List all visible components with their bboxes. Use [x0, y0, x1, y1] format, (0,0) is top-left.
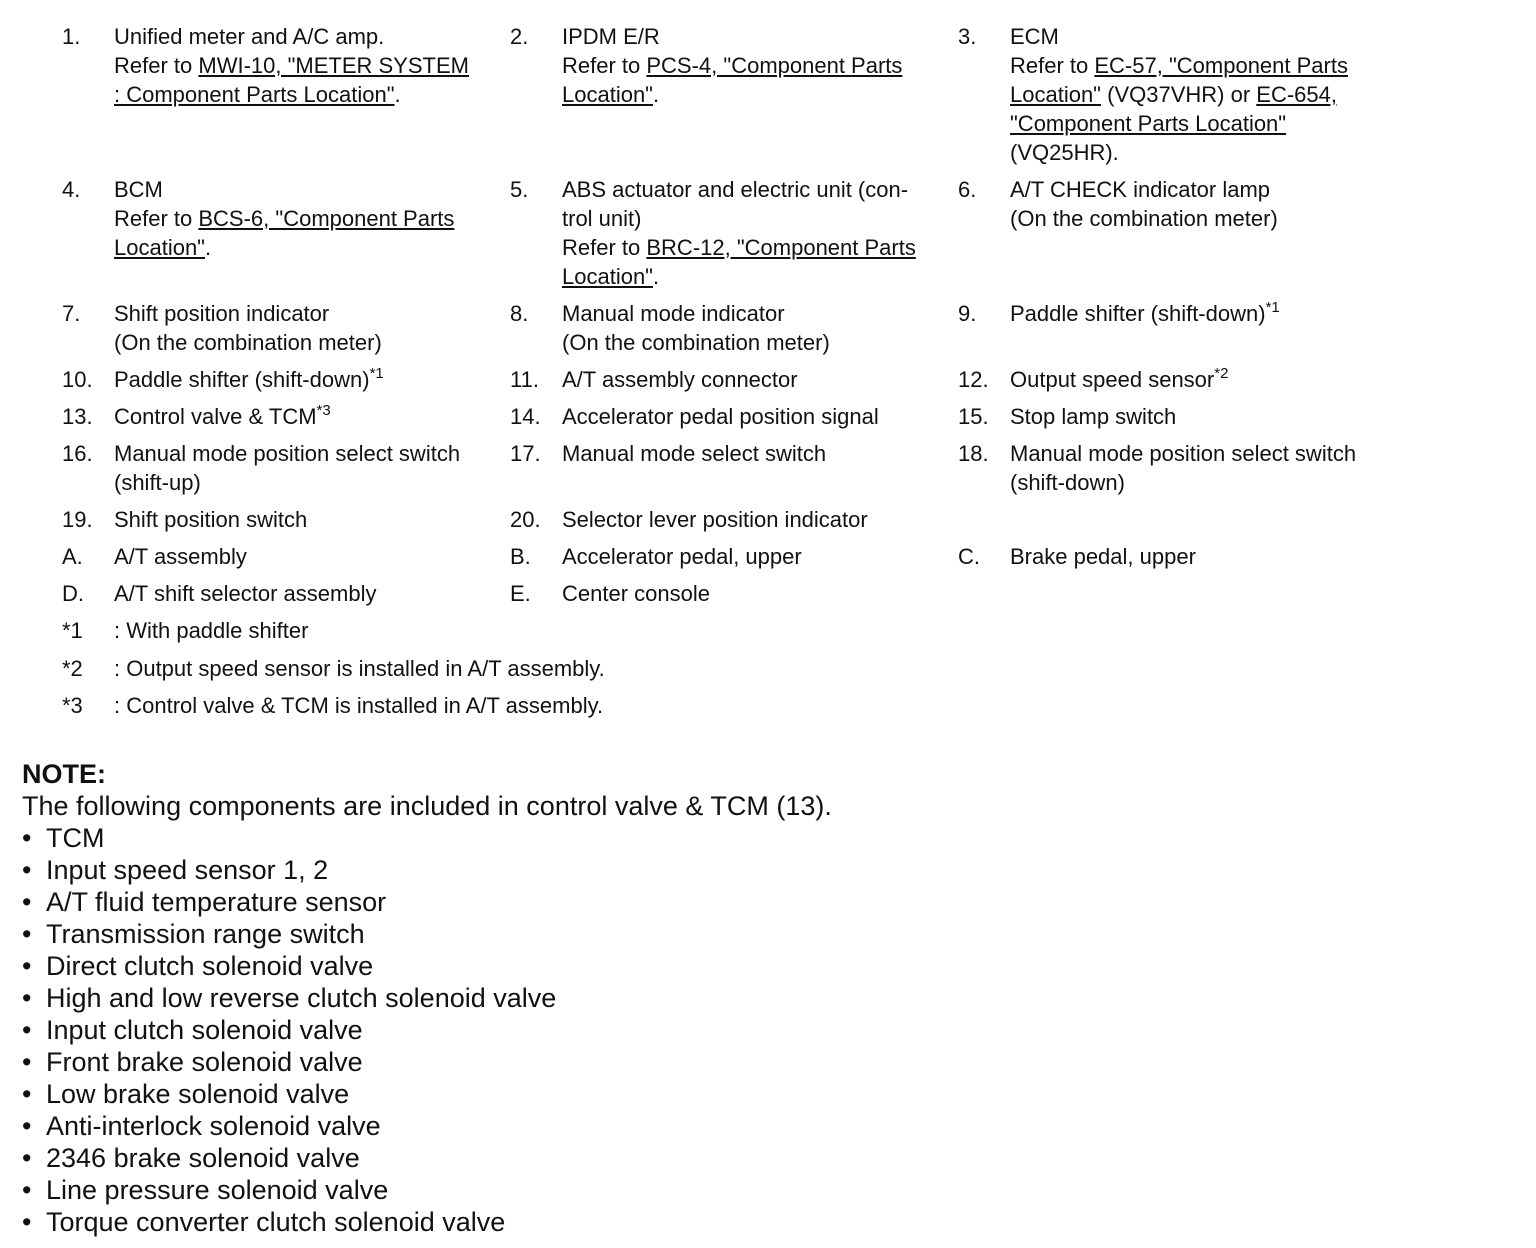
list-item	[22, 1206, 832, 1238]
list-item	[22, 1110, 832, 1142]
legend-item-name-with-footnote	[1010, 299, 1482, 328]
legend-item-name: Manual mode position select switch	[1010, 441, 1357, 466]
bullet-icon: •	[22, 823, 32, 853]
list-item-text: Input speed sensor 1, 2	[46, 855, 329, 885]
legend-item-number: 20.	[510, 507, 541, 532]
legend-item-letter: D.	[62, 581, 84, 606]
footnote-row	[62, 654, 1482, 692]
legend-item-name-with-footnote	[114, 365, 510, 394]
list-item	[22, 886, 832, 918]
list-item-text: TCM	[46, 823, 105, 853]
legend-item	[1010, 299, 1482, 365]
bullet-icon: •	[22, 855, 32, 885]
legend-item-number: 15.	[958, 404, 989, 429]
bullet-icon: •	[22, 951, 32, 981]
ref-suffix: .	[653, 264, 660, 289]
footnote-text: : With paddle shifter	[114, 618, 309, 643]
legend-item	[114, 505, 510, 542]
legend-empty-cell	[958, 505, 1010, 542]
ref-link-mwi-10[interactable]: MWI-10, "METER SYSTEM	[198, 53, 469, 78]
ref-prefix: Refer to	[562, 53, 647, 78]
ref-link-pcs-4[interactable]: PCS-4, "Component Parts	[646, 53, 903, 78]
legend-item-number: 13.	[62, 404, 93, 429]
legend-row	[62, 22, 1482, 175]
legend-item-sub: (shift-up)	[114, 470, 201, 495]
legend-item-number: 9.	[958, 301, 977, 326]
ref-prefix: Refer to	[562, 235, 647, 260]
footnote-mark: *3	[62, 693, 83, 718]
footnote-mark: *2	[62, 655, 83, 681]
legend-item-name: Manual mode select switch	[562, 441, 827, 466]
ref-link-ec-654-cont[interactable]: "Component Parts Location"	[1010, 111, 1287, 136]
legend-item	[114, 439, 510, 505]
list-item-text: Line pressure solenoid valve	[46, 1175, 389, 1205]
legend-row	[62, 579, 1482, 616]
bullet-icon: •	[22, 1207, 32, 1237]
legend-item-sub: (On the combination meter)	[562, 330, 830, 355]
legend-item	[1010, 175, 1482, 299]
legend-item-name: Shift position indicator	[114, 301, 330, 326]
legend-item-number: 3.	[958, 24, 977, 49]
legend-item	[114, 299, 510, 365]
legend-item-number: 17.	[510, 441, 541, 466]
footnote-marker: *2	[1214, 365, 1229, 382]
legend-item-name: A/T shift selector assembly	[114, 581, 377, 606]
legend-item-name: Selector lever position indicator	[562, 507, 868, 532]
legend-item	[562, 439, 958, 505]
legend-item-number: 6.	[958, 177, 977, 202]
list-item-text: Low brake solenoid valve	[46, 1079, 350, 1109]
legend-item	[562, 402, 958, 439]
legend-row	[62, 175, 1482, 299]
bullet-icon: •	[22, 1143, 32, 1173]
legend-item	[114, 579, 510, 616]
list-item-text: 2346 brake solenoid valve	[46, 1143, 360, 1173]
list-item	[22, 1174, 832, 1206]
legend-empty-cell	[1010, 579, 1482, 616]
list-item	[22, 1014, 832, 1046]
bullet-icon: •	[22, 1111, 32, 1141]
legend-item-sub: (On the combination meter)	[114, 330, 382, 355]
legend-item-name: Paddle shifter (shift-down)	[114, 367, 370, 392]
legend-row	[62, 365, 1482, 402]
list-item-text: Torque converter clutch solenoid valve	[46, 1207, 506, 1237]
list-item-text: Transmission range switch	[46, 919, 365, 949]
legend-item-number: 11.	[510, 367, 539, 392]
legend-empty-cell	[958, 579, 1010, 616]
ref-link-brc-12-cont[interactable]: Location"	[562, 264, 653, 289]
legend-item-sub: (On the combination meter)	[1010, 206, 1278, 231]
list-item-text: A/T fluid temperature sensor	[46, 887, 387, 917]
legend-item-number: 1.	[62, 24, 81, 49]
legend-item-number: 19.	[62, 507, 93, 532]
legend-item-name: Manual mode position select switch	[114, 441, 461, 466]
legend-item-name: Brake pedal, upper	[1010, 544, 1196, 569]
legend-item-name: BCM	[114, 177, 163, 202]
legend-item	[114, 542, 510, 579]
ref-suffix: .	[205, 235, 212, 260]
legend-item-name: Paddle shifter (shift-down)	[1010, 301, 1266, 326]
legend-row	[62, 505, 1482, 542]
legend-item	[562, 579, 958, 616]
list-item-text: Direct clutch solenoid valve	[46, 951, 374, 981]
bullet-icon: •	[22, 1047, 32, 1077]
footnote-marker: *1	[1265, 299, 1280, 316]
component-legend-table	[62, 22, 1482, 729]
legend-item-number: 16.	[62, 441, 93, 466]
legend-item	[562, 365, 958, 402]
ref-prefix: Refer to	[114, 53, 199, 78]
list-item-text: Anti-interlock solenoid valve	[46, 1111, 381, 1141]
legend-empty-cell	[1010, 505, 1482, 542]
ref-suffix: .	[653, 82, 660, 107]
legend-item-name: Output speed sensor	[1010, 367, 1215, 392]
ref-prefix: Refer to	[1010, 53, 1095, 78]
legend-item-name: Accelerator pedal, upper	[562, 544, 802, 569]
legend-item-name: IPDM E/R	[562, 24, 660, 49]
note-intro: The following components are included in control valve & TCM (13).	[22, 791, 832, 821]
list-item-text: Input clutch solenoid valve	[46, 1015, 363, 1045]
bullet-icon: •	[22, 983, 32, 1013]
ref-suffix: .	[394, 82, 401, 107]
legend-item-name-cont: trol unit)	[562, 206, 642, 231]
legend-item-name: Center console	[562, 581, 710, 606]
legend-item-number: 2.	[510, 24, 529, 49]
legend-item-name: A/T assembly	[114, 544, 247, 569]
legend-item-number: 14.	[510, 404, 541, 429]
legend-item-name: Stop lamp switch	[1010, 404, 1177, 429]
legend-item-reference	[562, 51, 958, 109]
legend-item	[562, 505, 958, 542]
legend-item-number: 10.	[62, 367, 93, 392]
list-item	[22, 854, 832, 886]
legend-item-number: 4.	[62, 177, 81, 202]
legend-item	[114, 402, 510, 439]
bullet-icon: •	[22, 887, 32, 917]
legend-item-number: 7.	[62, 301, 81, 326]
legend-item-reference	[562, 233, 958, 291]
legend-item-number: 18.	[958, 441, 989, 466]
legend-item-number: 8.	[510, 301, 529, 326]
ref-engine-qualifier: (VQ37VHR) or	[1101, 82, 1257, 107]
footnote-marker: *1	[369, 365, 384, 382]
legend-row	[62, 402, 1482, 439]
ref-link-bcs-6-cont[interactable]: Location"	[114, 235, 205, 260]
legend-item-name: A/T assembly connector	[562, 367, 798, 392]
ref-engine-qualifier: (VQ25HR).	[1010, 140, 1119, 165]
bullet-icon: •	[22, 1175, 32, 1205]
legend-item-letter: C.	[958, 544, 980, 569]
legend-item-sub: (shift-down)	[1010, 470, 1125, 495]
footnote-mark: *1	[62, 618, 83, 643]
legend-item	[1010, 402, 1482, 439]
list-item	[22, 822, 832, 854]
legend-item	[1010, 542, 1482, 579]
legend-item-reference	[114, 204, 510, 262]
legend-item-letter: E.	[510, 581, 531, 606]
legend-item-number: 12.	[958, 367, 989, 392]
legend-item-name: Manual mode indicator	[562, 301, 785, 326]
list-item-text: Front brake solenoid valve	[46, 1047, 363, 1077]
list-item	[22, 918, 832, 950]
legend-row	[62, 299, 1482, 365]
list-item	[22, 982, 832, 1014]
legend-item	[1010, 365, 1482, 402]
legend-item-letter: A.	[62, 544, 83, 569]
ref-link-ec-654[interactable]: EC-654,	[1256, 82, 1337, 107]
legend-item	[562, 175, 958, 299]
note-component-list	[22, 822, 832, 1238]
legend-item	[562, 22, 958, 175]
list-item	[22, 1142, 832, 1174]
legend-item-name: Control valve & TCM	[114, 404, 317, 429]
ref-link-bcs-6[interactable]: BCS-6, "Component Parts	[198, 206, 455, 231]
legend-item	[1010, 22, 1482, 175]
footnote-row	[62, 691, 1482, 729]
ref-link-mwi-10-cont[interactable]: : Component Parts Location"	[114, 82, 395, 107]
legend-item-name: Shift position switch	[114, 507, 308, 532]
bullet-icon: •	[22, 1079, 32, 1109]
legend-row	[62, 439, 1482, 505]
legend-item	[114, 365, 510, 402]
legend-row	[62, 542, 1482, 579]
ref-link-ec-57-cont[interactable]: Location"	[1010, 82, 1101, 107]
ref-link-pcs-4-cont[interactable]: Location"	[562, 82, 653, 107]
list-item-text: High and low reverse clutch solenoid valve	[46, 983, 557, 1013]
footnote-text: : Output speed sensor is installed in A/T assembly.	[114, 655, 605, 681]
legend-item-name: Accelerator pedal position signal	[562, 404, 879, 429]
bullet-icon: •	[22, 919, 32, 949]
legend-item-reference	[114, 51, 510, 109]
footnote-marker: *3	[316, 402, 331, 419]
legend-item-name: Unified meter and A/C amp.	[114, 24, 385, 49]
legend-item-letter: B.	[510, 544, 531, 569]
note-title: NOTE:	[22, 759, 106, 789]
legend-item-name: ABS actuator and electric unit (con-	[562, 177, 909, 202]
ref-link-ec-57[interactable]: EC-57, "Component Parts	[1094, 53, 1348, 78]
bullet-icon: •	[22, 1015, 32, 1045]
legend-item	[562, 299, 958, 365]
legend-item	[114, 175, 510, 299]
list-item	[22, 1046, 832, 1078]
list-item	[22, 1078, 832, 1110]
legend-item	[1010, 439, 1482, 505]
footnote-row	[62, 616, 1482, 654]
note-section	[22, 758, 832, 1238]
legend-item-name-with-footnote	[114, 402, 510, 431]
legend-item-number: 5.	[510, 177, 529, 202]
footnote-text: : Control valve & TCM is installed in A/T assembly.	[114, 693, 604, 718]
list-item	[22, 950, 832, 982]
ref-prefix: Refer to	[114, 206, 199, 231]
legend-item-reference	[1010, 51, 1482, 167]
legend-item	[114, 22, 510, 175]
ref-link-brc-12[interactable]: BRC-12, "Component Parts	[646, 235, 916, 260]
legend-item	[562, 542, 958, 579]
legend-item-name: A/T CHECK indicator lamp	[1010, 177, 1271, 202]
legend-item-name-with-footnote	[1010, 365, 1482, 394]
legend-item-name: ECM	[1010, 24, 1059, 49]
